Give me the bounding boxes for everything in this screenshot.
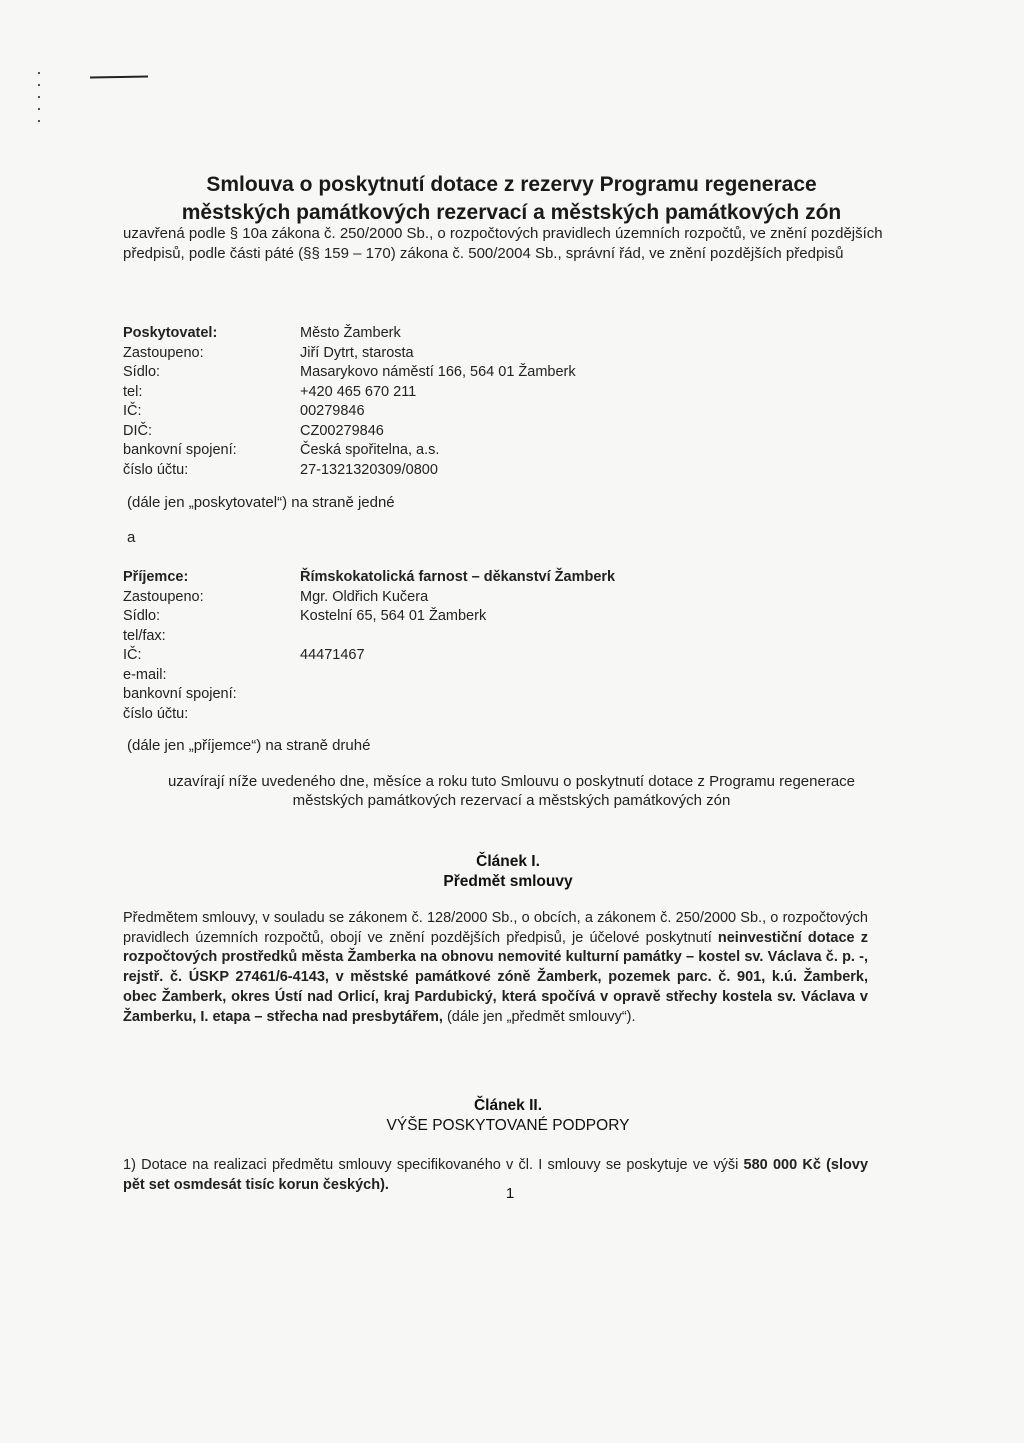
legal-basis-intro: uzavřená podle § 10a zákona č. 250/2000 Sb., o rozpočtových pravidlech územních rozpočtů, ve znění pozdějších předpisů, podle části páté (§§ 159 – 170) zákona č. 500/2004 Sb., správní řád, ve znění pozdějších předpisů <box>123 225 883 262</box>
recipient-row <box>123 646 615 666</box>
provider-row <box>123 422 576 442</box>
article-1-title: Předmět smlouvy <box>443 873 573 890</box>
provider-label: Poskytovatel: <box>123 325 218 341</box>
provider-row <box>123 383 576 403</box>
preamble-line-2: městských památkových rezervací a městských památkových zón <box>292 792 731 809</box>
provider-row <box>123 324 576 344</box>
recipient-label: tel/fax: <box>123 627 166 644</box>
provider-value: Česká spořitelna, a.s. <box>300 442 440 458</box>
provider-row <box>123 344 576 364</box>
recipient-value: Římskokatolická farnost – děkanství Žamberk <box>300 569 616 585</box>
article-2-text: 1) Dotace na realizaci předmětu smlouvy specifikovaného v čl. I smlouvy se poskytuje ve výši <box>123 1157 744 1173</box>
provider-value: Masarykovo náměstí 166, 564 01 Žamberk <box>300 364 576 380</box>
provider-value: Město Žamberk <box>300 325 401 341</box>
recipient-row <box>123 685 615 705</box>
article-2-paragraph <box>123 1156 868 1195</box>
document-title-line-1: Smlouva o poskytnutí dotace z rezervy Programu regenerace <box>206 173 817 196</box>
provider-value: Jiří Dytrt, starosta <box>300 344 414 361</box>
recipient-row <box>123 705 615 725</box>
recipient-label: bankovní spojení: <box>123 686 237 702</box>
provider-row <box>123 363 576 383</box>
article-2-number: Článek II. <box>473 1097 543 1114</box>
recipient-label: číslo účtu: <box>123 705 189 722</box>
article-1-paragraph <box>123 909 868 1027</box>
article-2-bold-text: 580 000 Kč (slovy pět set osmdesát tisíc korun českých). <box>123 1157 869 1193</box>
article-1-text: Předmětem smlouvy, v souladu se zákonem č. 128/2000 Sb., o obcích, a zákonem č. 250/2000 Sb., o rozpočtových pravidlech územních rozpočtů, obojí ve znění pozdějších předpisů, je účelové poskytnutí <box>123 910 868 946</box>
provider-value: +420 465 670 211 <box>300 383 417 400</box>
recipient-row <box>123 568 615 588</box>
provider-row <box>123 441 576 461</box>
provider-block <box>123 324 576 480</box>
recipient-label: IČ: <box>123 647 142 663</box>
recipient-row <box>123 666 615 686</box>
recipient-label: Sídlo: <box>123 608 161 624</box>
recipient-label: e-mail: <box>123 666 167 683</box>
preamble-line-1: uzavírají níže uvedeného dne, měsíce a roku tuto Smlouvu o poskytnutí dotace z Programu regenerace <box>167 773 856 790</box>
provider-label: tel: <box>123 383 143 400</box>
provider-label: Sídlo: <box>123 364 161 380</box>
provider-label: DIČ: <box>123 422 152 439</box>
recipient-row <box>123 588 615 608</box>
conjunction: a <box>127 529 136 546</box>
document-title-line-2: městských památkových rezervací a městských památkových zón <box>181 201 842 224</box>
provider-row <box>123 402 576 422</box>
provider-label: bankovní spojení: <box>123 442 237 458</box>
article-2-title: VÝŠE POSKYTOVANÉ PODPORY <box>386 1117 630 1134</box>
recipient-row <box>123 607 615 627</box>
provider-value: CZ00279846 <box>300 422 384 439</box>
provider-value: 27-1321320309/0800 <box>300 461 438 478</box>
article-1-bold-text: neinvestiční dotace z rozpočtových prostředků města Žamberka na obnovu nemovité kulturní památky – kostel sv. Václava č. p. -, rejstř. č. ÚSKP 27461/6-4143, v městské památkové zóně Žamberk, pozemek parc. č. 901, k.ú. Žamberk, obec Žamberk, okres Ústí nad Orlicí, kraj Pardubický, která spočívá v opravě střechy kostela sv. Václava v Žamberku, I. etapa – střecha nad presbytářem, <box>123 929 868 1025</box>
recipient-value: Mgr. Oldřich Kučera <box>300 588 429 605</box>
article-1-number: Článek I. <box>476 853 540 870</box>
article-1-text-end: (dále jen „předmět smlouvy“). <box>442 1008 636 1025</box>
recipient-label: Příjemce: <box>123 569 189 585</box>
recipient-closing: (dále jen „příjemce“) na straně druhé <box>127 737 371 754</box>
recipient-block <box>123 568 615 724</box>
provider-label: IČ: <box>123 403 142 419</box>
recipient-value: Kostelní 65, 564 01 Žamberk <box>300 608 487 624</box>
provider-row <box>123 461 576 481</box>
provider-value: 00279846 <box>300 403 365 419</box>
provider-label: Zastoupeno: <box>123 344 204 361</box>
recipient-row <box>123 627 615 647</box>
page-number: 1 <box>505 1185 515 1202</box>
recipient-label: Zastoupeno: <box>123 588 204 605</box>
provider-closing: (dále jen „poskytovatel“) na straně jedné <box>127 494 395 511</box>
provider-label: číslo účtu: <box>123 461 189 478</box>
scan-edge-marks <box>38 72 40 132</box>
scan-mark <box>90 75 148 78</box>
recipient-value: 44471467 <box>300 647 365 663</box>
